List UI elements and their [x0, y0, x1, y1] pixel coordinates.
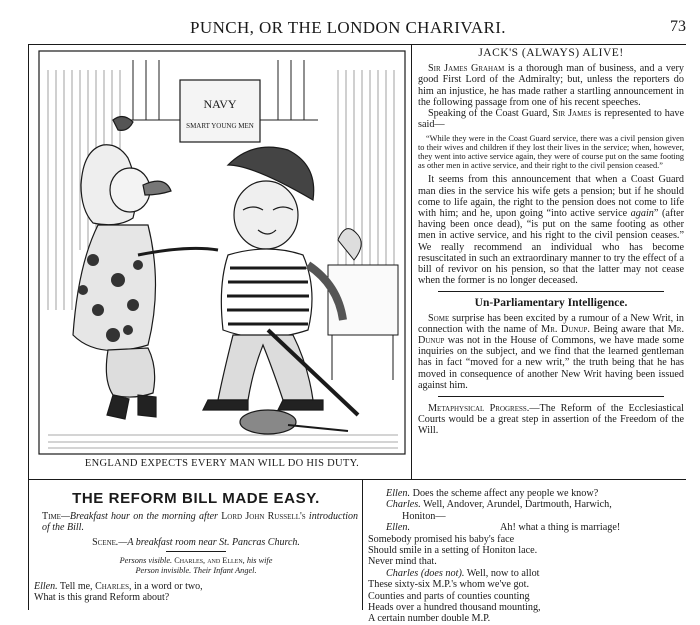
dialogue-text: Tell me, — [57, 581, 96, 592]
cartoon-illustration — [38, 50, 406, 455]
bottom-column-rule — [362, 480, 363, 610]
article-paragraph — [418, 403, 684, 437]
article-paragraph — [418, 313, 684, 391]
time-label: Time — [42, 511, 61, 522]
lead-heading: Metaphysical Progress. — [428, 403, 530, 415]
article-paragraph — [418, 108, 684, 130]
verse-line: Should smile in a setting of Honiton lace. — [368, 545, 538, 557]
verse-text: Well, Andover, Arundel, Dartmouth, Harwich, — [420, 499, 612, 511]
cartoon-caption: ENGLAND EXPECTS EVERY MAN WILL DO HIS DUTY. — [84, 458, 360, 469]
verse-line: Somebody promised his baby's face — [368, 533, 515, 545]
hat-on-floor — [240, 410, 348, 434]
reform-bill-title: THE REFORM BILL MADE EASY. — [72, 490, 320, 507]
reform-dialogue-column — [368, 488, 688, 625]
persons-invisible: Person invisible. Their Infant Angel. — [135, 565, 257, 575]
speaker-name: Ellen. — [34, 581, 58, 592]
time-line — [34, 511, 358, 533]
paragraph-text: It seems from this announcement that when a Coast Guard man dies in the service his wife gets a pension; but if he should come to life again, the right to the pension does not come to life with him; and he, upon going “into active service — [418, 174, 684, 220]
person-name: Lord John Russell's — [221, 511, 306, 522]
paragraph-text: surprise has been excited by a rumour of a New Writ, in connection with the name of — [418, 312, 684, 335]
verse-line: Honiton— — [402, 510, 446, 522]
speaker-name: Charles. — [386, 499, 421, 511]
verse-line: Counties and parts of counties counting — [368, 590, 530, 602]
short-rule — [166, 551, 226, 552]
verse-line — [368, 499, 688, 510]
old-woman-figure — [73, 116, 218, 419]
person-name: Mr. Dunup — [541, 323, 588, 335]
paragraph-text: Speaking of the Coast Guard, — [428, 108, 553, 120]
article-title-jacks-alive: JACK'S (ALWAYS) ALIVE! — [478, 47, 624, 59]
paragraph-text: . Being aware that — [587, 323, 668, 335]
verse-line — [368, 488, 688, 499]
page-number: 73 — [670, 18, 686, 35]
scene-text: .—A breakfast room near St. Pancras Church. — [115, 537, 300, 548]
time-text: introduction of the Bill. — [42, 511, 358, 533]
speaker-name: Ellen. — [386, 488, 411, 499]
sign-text-smart-young-men: SMART YOUNG MEN — [186, 122, 254, 130]
verse-line: A certain number double M.P. — [368, 613, 491, 625]
verse-line — [368, 522, 688, 533]
lead-word: Some — [428, 312, 450, 324]
dialogue-text: , in a word or two, — [128, 581, 203, 592]
article-divider — [438, 396, 664, 397]
person-name: Sir James — [552, 108, 592, 120]
verse-text: Well, now to allot — [464, 567, 540, 579]
persons-text: his wife — [244, 556, 273, 565]
verse-line — [368, 568, 688, 579]
sign-text-navy: NAVY — [203, 97, 237, 111]
person-name: Mr. Dunup — [418, 323, 684, 347]
verse-line: Never mind that. — [368, 556, 437, 568]
section-rule — [28, 479, 686, 480]
paragraph-text: is a thorough man of business, and a very good First Lord of the Admiralty; but, unless the reporters do him an injustice, he has made rather a startling announcement in the following passage from one of his recent speeches. — [418, 63, 684, 108]
scene-label: Scene — [92, 537, 116, 548]
stage-direction: (does not). — [418, 567, 465, 579]
paragraph-text: was not in the House of Commons, we have made some inquiries on the subject, and we find that the learned gentleman has in fact “moved for a new writ,” the truth being that he has moved in consequence of another New Writ having been issued against him. — [418, 335, 684, 391]
person-name: Sir James Graham — [428, 63, 505, 75]
emphasis-text: again — [630, 208, 654, 220]
speaker-name: Ellen. — [386, 522, 411, 534]
masthead — [28, 14, 686, 44]
top-rule — [28, 44, 686, 45]
article-title-unparliamentary: Un-Parliamentary Intelligence. — [474, 297, 628, 310]
scene-line — [34, 537, 358, 548]
reform-bill-article — [34, 488, 358, 603]
verse-line: These sixty-six M.P.'s whom we've got. — [368, 579, 530, 591]
verse-text: Ah! what a thing is marriage! — [500, 522, 621, 534]
masthead-title: PUNCH, OR THE LONDON CHARIVARI. — [190, 18, 506, 37]
column-rule — [411, 45, 412, 480]
navy-recruiting-sign — [180, 80, 260, 142]
speaker-name: Charles — [386, 567, 419, 579]
verse-text: Does the scheme affect any people we know? — [410, 488, 599, 499]
article-divider — [438, 291, 664, 292]
paragraph-text: —The Reform of the Ecclesiastical Courts would be a great step in assertion of the Freedom of the Will. — [418, 403, 684, 437]
person-names: Charles, and Ellen, — [174, 556, 245, 565]
person-name: Charles — [95, 581, 129, 592]
left-border — [28, 45, 29, 610]
dialogue-line — [34, 581, 358, 592]
paragraph-text: ” (after having been once dead), “is put on the same footing as other men in active service, and his right to the civil pension ceases.” We really recommend an individual who has become resuscitated in such an extraordinary manner to try the effect of a bill of revivor on his pension, so that the latter may not cease when the former is no longer deceased. — [418, 208, 685, 287]
article-paragraph — [418, 174, 684, 286]
time-text: —Breakfast hour on the morning after — [60, 511, 222, 522]
paragraph-text: is represented to have said— — [418, 108, 684, 131]
right-column — [418, 48, 684, 437]
dialogue-line: What is this grand Reform about? — [34, 592, 170, 603]
persons-list — [34, 556, 358, 575]
persons-label: Persons visible. — [119, 556, 175, 565]
speech-quote: “While they were in the Coast Guard service, there was a civil pension given to their wives and children if they lost their lives in the service; when, however, they went into active service again, they were of course put on the same footing as other men in active service, and their right to the civil pension ceased.” — [418, 134, 684, 171]
article-paragraph — [418, 63, 684, 108]
verse-line: Heads over a hundred thousand mounting, — [368, 602, 541, 614]
